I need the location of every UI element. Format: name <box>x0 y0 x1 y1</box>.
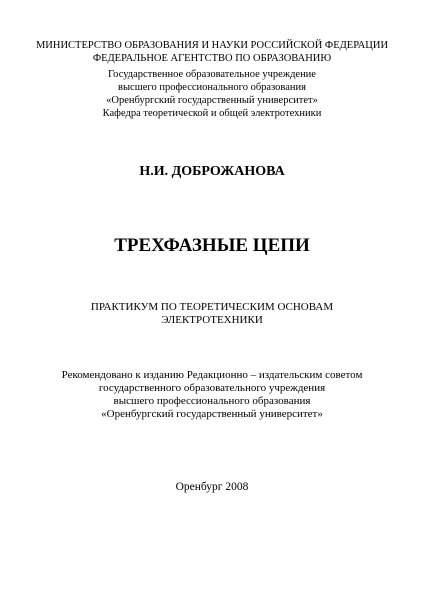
subtitle-line: ЭЛЕКТРОТЕХНИКИ <box>161 314 263 326</box>
author-name: Н.И. ДОБРОЖАНОВА <box>139 164 285 179</box>
institution-line: Государственное образовательное учреждение <box>108 69 316 80</box>
recommendation-line: Рекомендовано к изданию Редакционно – издательским советом <box>61 369 363 381</box>
recommendation-line: «Оренбургский государственный университет» <box>101 408 323 420</box>
institution-line: высшего профессионального образования <box>118 82 306 93</box>
recommendation-line: высшего профессионального образования <box>113 395 311 407</box>
recommendation-line: государственного образовательного учреждения <box>98 382 326 394</box>
agency-line: ФЕДЕРАЛЬНОЕ АГЕНТСТВО ПО ОБРАЗОВАНИЮ <box>92 53 332 64</box>
department-line: Кафедра теоретической и общей электротехники <box>102 108 322 119</box>
ministry-line: МИНИСТЕРСТВО ОБРАЗОВАНИЯ И НАУКИ РОССИЙСКОЙ ФЕДЕРАЦИИ <box>35 40 389 51</box>
subtitle-line: ПРАКТИКУМ ПО ТЕОРЕТИЧЕСКИМ ОСНОВАМ <box>90 301 334 313</box>
institution-line: «Оренбургский государственный университет» <box>106 95 318 106</box>
imprint-city-year: Оренбург 2008 <box>175 481 249 493</box>
document-title: ТРЕХФАЗНЫЕ ЦЕПИ <box>114 235 310 256</box>
